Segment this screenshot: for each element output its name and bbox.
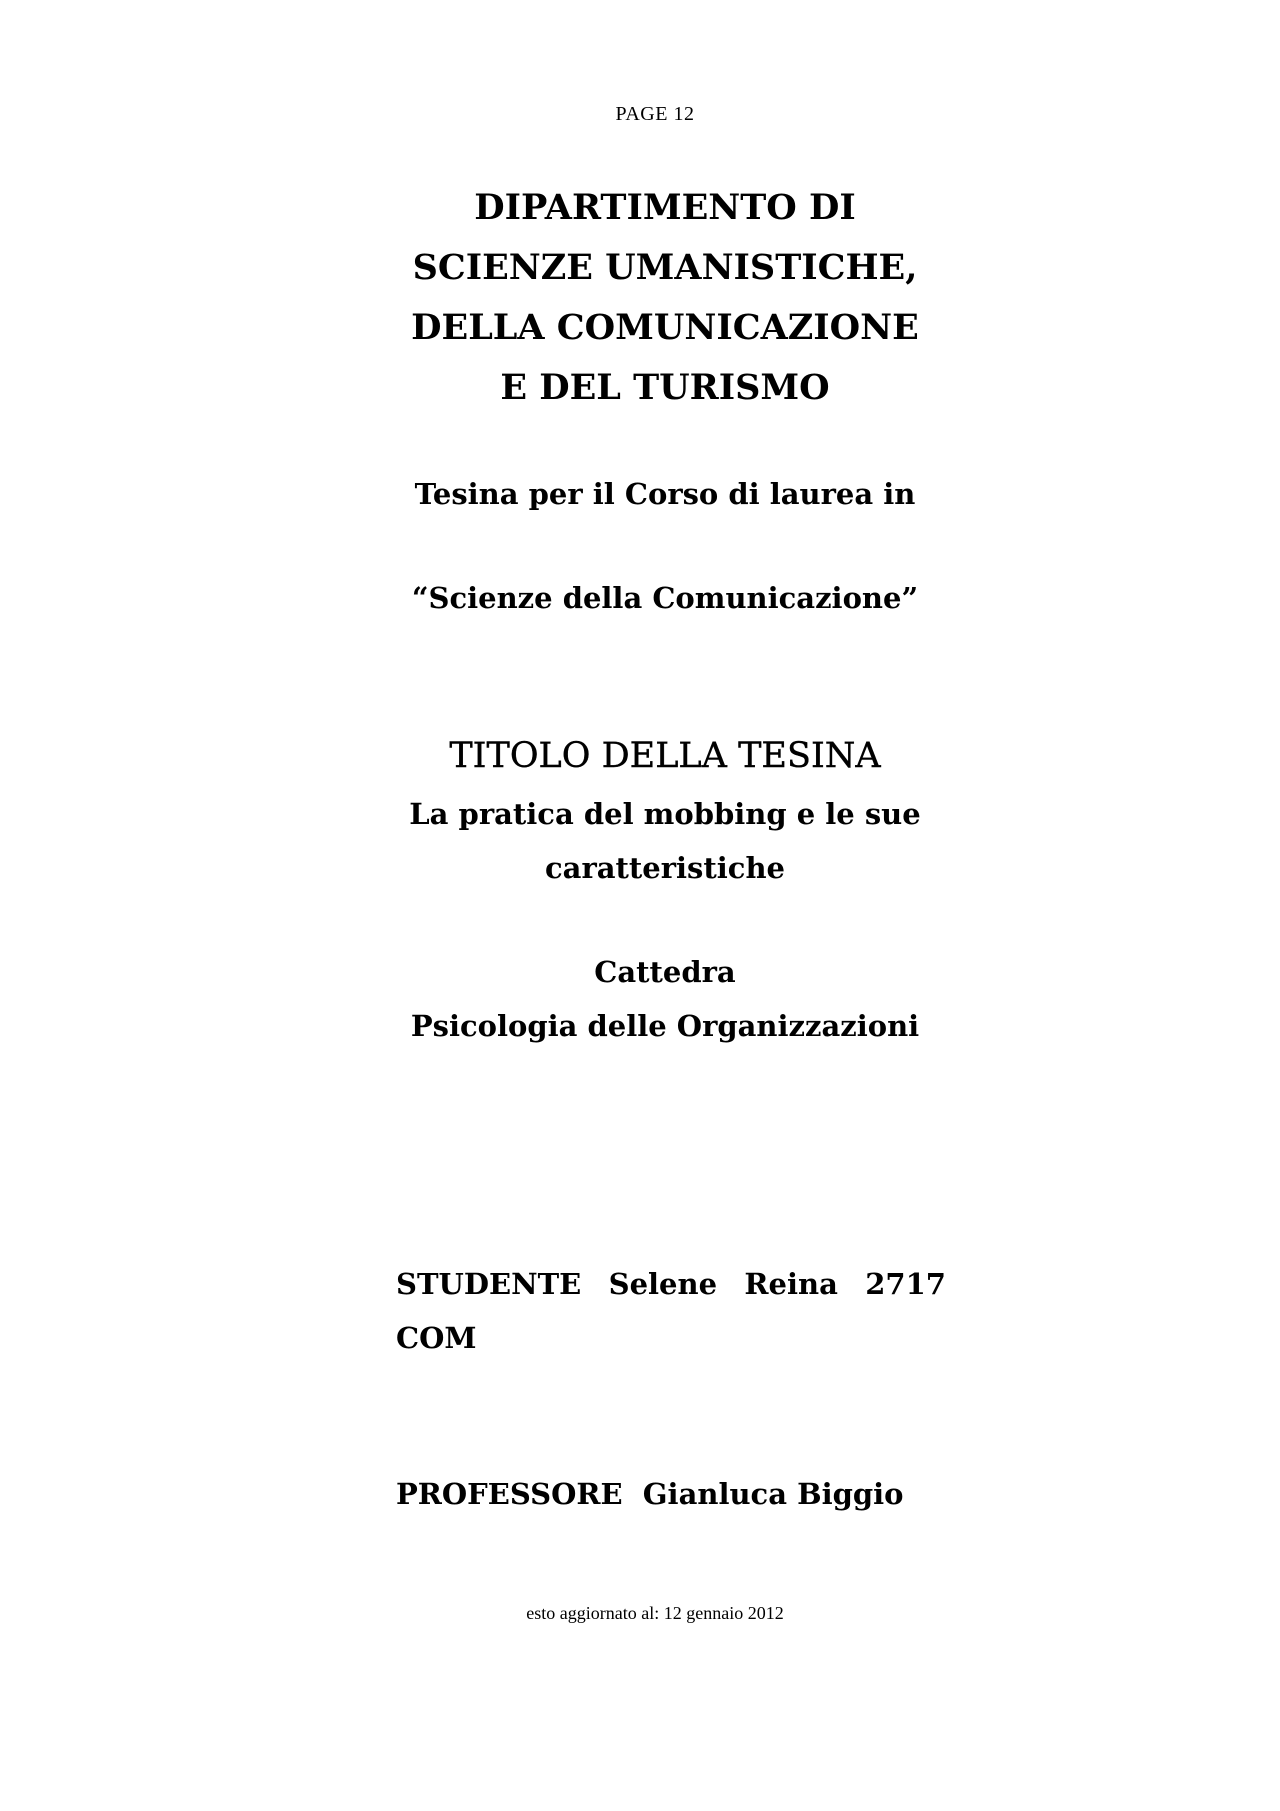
student-last-name: Reina <box>744 1267 838 1301</box>
page-number: PAGE 12 <box>615 103 695 125</box>
professor-label: PROFESSORE <box>396 1477 623 1511</box>
updated-date: esto aggiornato al: 12 gennaio 2012 <box>526 1603 784 1623</box>
student-label: STUDENTE <box>396 1267 582 1301</box>
thesis-title <box>0 787 1280 895</box>
course-name: “Scienze della Comunicazione” <box>411 581 919 615</box>
course-intro: Tesina per il Corso di laurea in <box>414 477 916 511</box>
thesis-title-line-1: La pratica del mobbing e le sue <box>409 797 921 831</box>
department-line-3: DELLA COMUNICAZIONE <box>411 307 919 348</box>
professor-name: Gianluca Biggio <box>642 1477 904 1511</box>
student-first-name: Selene <box>608 1267 718 1301</box>
chair-block <box>0 945 1280 1053</box>
department-line-2: SCIENZE UMANISTICHE, <box>412 247 918 288</box>
chair-name: Psicologia delle Organizzazioni <box>410 1009 920 1043</box>
student-id-suffix: COM <box>396 1321 477 1355</box>
professor-line <box>396 1467 956 1521</box>
student-block <box>396 1257 956 1365</box>
department-heading <box>0 178 1280 418</box>
department-line-4: E DEL TURISMO <box>500 367 830 408</box>
student-line <box>396 1257 946 1311</box>
thesis-heading: TITOLO DELLA TESINA <box>449 736 881 776</box>
department-line-1: DIPARTIMENTO DI <box>474 187 856 228</box>
student-id-number: 2717 <box>865 1267 946 1301</box>
chair-label: Cattedra <box>594 955 736 989</box>
thesis-title-line-2: caratteristiche <box>545 851 785 885</box>
